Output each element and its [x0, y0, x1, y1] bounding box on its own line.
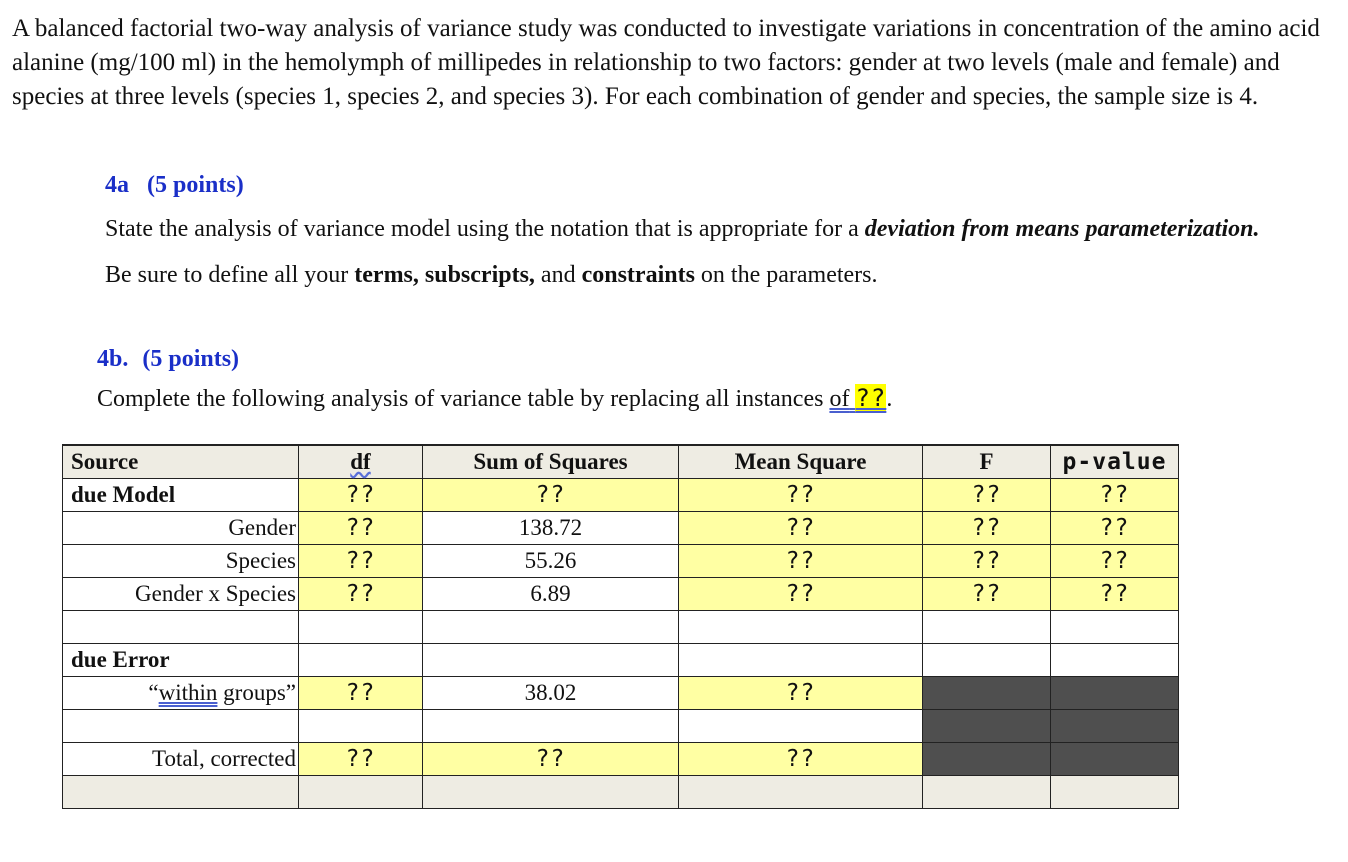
table-row-gender — [63, 512, 1179, 545]
q4b-period: . — [886, 386, 893, 412]
shaded-cell — [1051, 710, 1179, 743]
cell-f-interaction: ?? — [923, 578, 1051, 611]
source-species: Species — [63, 545, 299, 578]
table-row-blank — [63, 611, 1179, 644]
cell-p-gender: ?? — [1051, 512, 1179, 545]
cell-df-species: ?? — [299, 545, 423, 578]
blank-cell — [679, 611, 923, 644]
header-sum-of-squares: Sum of Squares — [423, 445, 679, 479]
header-f: F — [923, 445, 1051, 479]
cell-ss-total: ?? — [423, 743, 679, 776]
blank-cell — [1051, 611, 1179, 644]
q4a-text-part: State the analysis of variance model using the notation that is appropriate for a — [105, 216, 865, 242]
cell-ms-species: ?? — [679, 545, 923, 578]
shaded-cell — [1051, 677, 1179, 710]
question-4b-text — [97, 381, 892, 416]
blank-cell — [299, 611, 423, 644]
cell-ss-species: 55.26 — [423, 545, 679, 578]
table-row-interaction — [63, 578, 1179, 611]
source-due-error: due Error — [63, 644, 299, 677]
q4a-bold-terms: terms, subscripts, — [354, 262, 535, 288]
blank-cell — [299, 644, 423, 677]
q4a-text-part: and — [534, 262, 582, 288]
header-df: df — [299, 445, 423, 479]
shaded-cell — [1051, 743, 1179, 776]
question-4b-heading — [97, 346, 239, 373]
cell-ms-model: ?? — [679, 479, 923, 512]
cell-df-total: ?? — [299, 743, 423, 776]
footer-cell — [679, 776, 923, 809]
blank-cell — [1051, 644, 1179, 677]
cell-df-within: ?? — [299, 677, 423, 710]
footer-cell — [423, 776, 679, 809]
table-row-blank — [63, 710, 1179, 743]
header-mean-square: Mean Square — [679, 445, 923, 479]
table-footer-row — [63, 776, 1179, 809]
blank-cell — [423, 611, 679, 644]
table-row-model — [63, 479, 1179, 512]
header-p-value: p-value — [1051, 445, 1179, 479]
cell-p-model: ?? — [1051, 479, 1179, 512]
anova-table — [62, 444, 1179, 809]
blank-cell — [923, 644, 1051, 677]
blank-cell — [923, 611, 1051, 644]
cell-ms-interaction: ?? — [679, 578, 923, 611]
source-total-corrected: Total, corrected — [63, 743, 299, 776]
footer-cell — [299, 776, 423, 809]
shaded-cell — [923, 743, 1051, 776]
question-4b-points: (5 points) — [142, 346, 240, 372]
blank-cell — [423, 644, 679, 677]
table-header-row — [63, 445, 1179, 479]
question-4a-text — [105, 206, 1285, 298]
cell-ss-within: 38.02 — [423, 677, 679, 710]
question-4a-heading — [105, 172, 244, 199]
cell-f-model: ?? — [923, 479, 1051, 512]
cell-ms-gender: ?? — [679, 512, 923, 545]
footer-cell — [1051, 776, 1179, 809]
blank-cell — [299, 710, 423, 743]
footer-cell — [923, 776, 1051, 809]
question-4b-number: 4b. — [97, 346, 129, 372]
blank-cell — [423, 710, 679, 743]
table-row-total — [63, 743, 1179, 776]
cell-df-gender: ?? — [299, 512, 423, 545]
question-4a-points: (5 points) — [147, 172, 244, 198]
cell-ms-total: ?? — [679, 743, 923, 776]
table-row-error-heading — [63, 644, 1179, 677]
blank-cell — [63, 710, 299, 743]
table-row-within — [63, 677, 1179, 710]
q4a-text-part: Be sure to define all your — [105, 262, 355, 288]
source-gender: Gender — [63, 512, 299, 545]
cell-ss-interaction: 6.89 — [423, 578, 679, 611]
table-row-species — [63, 545, 1179, 578]
cell-f-gender: ?? — [923, 512, 1051, 545]
q4b-text-part: Complete the following analysis of variance table by replacing all instances — [97, 386, 830, 412]
cell-p-species: ?? — [1051, 545, 1179, 578]
q4a-text-part: on the parameters. — [694, 262, 878, 288]
blank-cell — [679, 710, 923, 743]
footer-cell — [63, 776, 299, 809]
cell-ss-gender: 138.72 — [423, 512, 679, 545]
cell-df-model: ?? — [299, 479, 423, 512]
source-gender-x-species: Gender x Species — [63, 578, 299, 611]
cell-p-interaction: ?? — [1051, 578, 1179, 611]
question-4a-number: 4a — [105, 172, 129, 198]
cell-ss-model: ?? — [423, 479, 679, 512]
shaded-cell — [923, 710, 1051, 743]
source-within-groups: “within groups” — [63, 677, 299, 710]
q4b-of: of ?? — [829, 384, 887, 412]
source-due-model: due Model — [63, 479, 299, 512]
blank-cell — [63, 611, 299, 644]
blank-cell — [679, 644, 923, 677]
cell-df-interaction: ?? — [299, 578, 423, 611]
cell-ms-within: ?? — [679, 677, 923, 710]
header-source: Source — [63, 445, 299, 479]
q4a-bold-constraints: constraints — [581, 262, 695, 288]
q4a-emphasis: deviation from means parameterization. — [864, 216, 1260, 242]
cell-f-species: ?? — [923, 545, 1051, 578]
shaded-cell — [923, 677, 1051, 710]
q4b-highlight-mark: ?? — [855, 384, 887, 412]
intro-paragraph: A balanced factorial two-way analysis of variance study was conducted to investigate variations in concentration of the amino acid alanine (mg/100 ml) in the hemolymph of millipedes in relationship to two factors: gender at two levels (male and female) and species at three levels (species 1, species 2, and species 3). For each combination of gender and species, the sample size is 4. — [12, 15, 1320, 110]
